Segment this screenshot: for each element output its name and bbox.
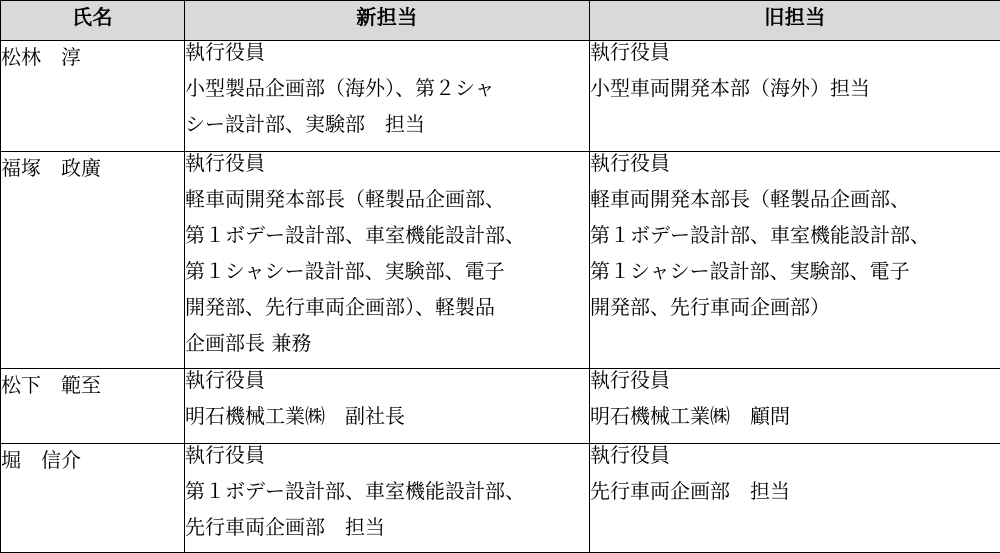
header-row (1, 1, 1000, 41)
person-name: 堀 信介 (1, 444, 185, 553)
new-role-line: 執行役員 (185, 369, 589, 405)
table-row (1, 41, 1000, 152)
old-role-cell (590, 41, 1000, 152)
new-role-line: 執行役員 (185, 152, 589, 188)
new-role-cell (185, 444, 590, 553)
old-role-line: 第１ボデー設計部、車室機能設計部、 (590, 224, 1000, 260)
old-role-line: 小型車両開発本部（海外）担当 (590, 77, 1000, 113)
new-role-line: シー設計部、実験部 担当 (185, 113, 589, 149)
new-role-cell (185, 369, 590, 444)
new-role-cell (185, 41, 590, 152)
old-role-cell (590, 444, 1000, 553)
header-name: 氏名 (1, 1, 185, 41)
new-role-cell (185, 152, 590, 369)
old-role-line: 執行役員 (590, 41, 1000, 77)
old-role-line: 軽車両開発本部長（軽製品企画部、 (590, 188, 1000, 224)
new-role-line: 第１ボデー設計部、車室機能設計部、 (185, 224, 589, 260)
old-role-line: 執行役員 (590, 369, 1000, 405)
old-role-cell (590, 152, 1000, 369)
new-role-line: 執行役員 (185, 41, 589, 77)
old-role-cell (590, 369, 1000, 444)
old-role-line: 執行役員 (590, 152, 1000, 188)
new-role-line: 第１シャシー設計部、実験部、電子 (185, 260, 589, 296)
old-role-line: 明石機械工業㈱ 顧問 (590, 405, 1000, 441)
header-old-role: 旧担当 (590, 1, 1000, 41)
person-name: 福塚 政廣 (1, 152, 185, 369)
new-role-line: 執行役員 (185, 444, 589, 480)
new-role-line: 明石機械工業㈱ 副社長 (185, 405, 589, 441)
old-role-line: 第１シャシー設計部、実験部、電子 (590, 260, 1000, 296)
new-role-line: 軽車両開発本部長（軽製品企画部、 (185, 188, 589, 224)
old-role-line: 開発部、先行車両企画部） (590, 296, 1000, 332)
table-row (1, 369, 1000, 444)
new-role-line: 小型製品企画部（海外）、第２シャ (185, 77, 589, 113)
person-name: 松林 淳 (1, 41, 185, 152)
old-role-line: 先行車両企画部 担当 (590, 480, 1000, 516)
new-role-line: 企画部長 兼務 (185, 332, 589, 368)
new-role-line: 開発部、先行車両企画部）、軽製品 (185, 296, 589, 332)
table-row (1, 444, 1000, 553)
table-row (1, 152, 1000, 369)
old-role-line: 執行役員 (590, 444, 1000, 480)
new-role-line: 第１ボデー設計部、車室機能設計部、 (185, 480, 589, 516)
person-name: 松下 範至 (1, 369, 185, 444)
header-new-role: 新担当 (185, 1, 590, 41)
new-role-line: 先行車両企画部 担当 (185, 516, 589, 552)
